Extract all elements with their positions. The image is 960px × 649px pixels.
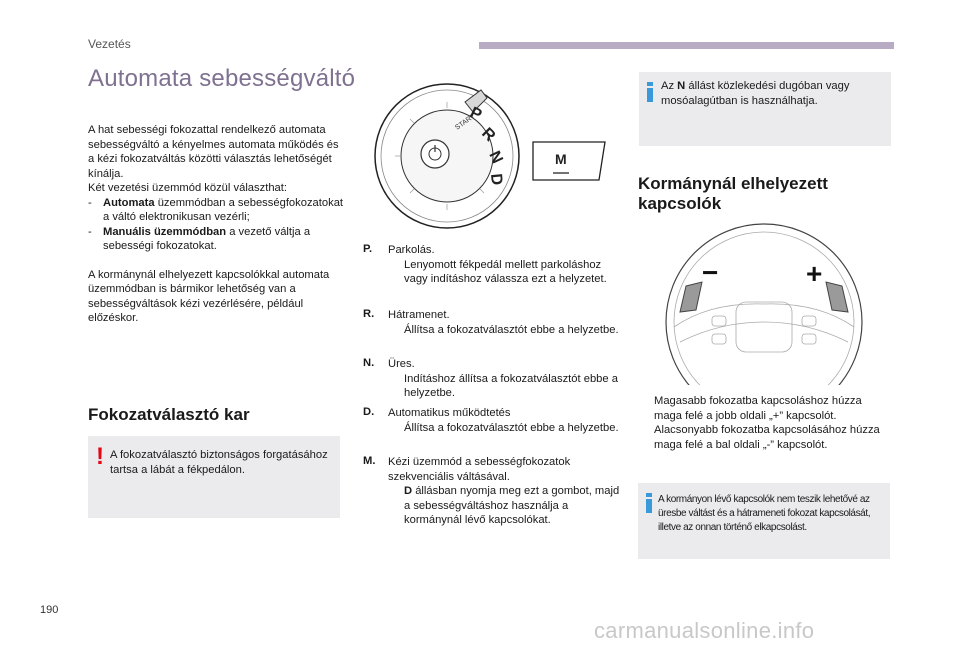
- position-p: [363, 243, 623, 287]
- selector-heading: Fokozatválasztó kar: [88, 405, 250, 424]
- bullet-text: Állítsa a fokozatválasztót ebbe a helyzetbe.: [404, 421, 619, 434]
- plus-label: +: [806, 258, 823, 289]
- position-key: M.: [363, 455, 376, 467]
- steering-bullets: [638, 394, 890, 452]
- warning-box: [88, 436, 340, 518]
- list-item: [388, 421, 623, 436]
- watermark: carmanualsonline.info: [594, 618, 815, 643]
- dial-letter-d: D: [487, 172, 505, 186]
- m-button: [533, 142, 605, 180]
- list-item: [88, 225, 346, 254]
- position-r: [363, 308, 623, 337]
- intro-paragraph-1: A hat sebességi fokozattal rendelkező automata sebességváltó a kényelmes automata működés és a kézi fokozatváltás közötti választás lehetőségét kínálja.: [88, 124, 339, 180]
- list-item-text: üzemmódban a sebességfokozatokat a váltó elektronikusan vezérli;: [103, 196, 344, 223]
- position-key: D.: [363, 406, 375, 418]
- list-item: Alacsonyabb fokozatba kapcsolásához húzza maga felé a bal oldali „-” kapcsolót.: [654, 424, 880, 451]
- list-item: [388, 372, 623, 401]
- intro-text: [88, 123, 346, 326]
- info-box-bottom: [638, 483, 890, 559]
- header-accent-bar: [479, 42, 894, 49]
- position-key: N.: [363, 357, 375, 369]
- position-d: [363, 406, 623, 435]
- page-title: Automata sebességváltó: [88, 65, 356, 92]
- list-item-bold: Automata: [103, 196, 155, 209]
- right-paddle: [826, 282, 848, 312]
- intro-paragraph-3: A kormánynál elhelyezett kapcsolókkal automata üzemmódban is bármikor lehetőség van a sebességváltások kézi vezérlésére, például előzéskor.: [88, 268, 330, 324]
- info-icon: [646, 493, 652, 513]
- gear-selector-illustration: [365, 82, 625, 232]
- list-dash: -: [88, 225, 92, 238]
- position-key: R.: [363, 308, 375, 320]
- position-key: P.: [363, 243, 373, 255]
- dial-letter-r: R: [478, 124, 499, 146]
- section-label: Vezetés: [88, 37, 131, 51]
- list-item-bold: Manuális üzemmódban: [103, 225, 227, 238]
- minus-label: −: [702, 257, 719, 288]
- start-label: START: [454, 113, 477, 132]
- warning-text: A fokozatválasztó biztonságos forgatásához tartsa a lábát a fékpedálon.: [110, 449, 328, 476]
- m-button-label: M: [555, 151, 567, 167]
- position-label: Kézi üzemmód a sebességfokozatok szekvenciális váltásával.: [388, 456, 571, 483]
- bullet-bold: D: [404, 485, 413, 497]
- list-item: [88, 196, 346, 225]
- intro-paragraph-2: Két vezetési üzemmód közül választhat:: [88, 182, 287, 194]
- info-box-top: [639, 72, 891, 146]
- bullet-text: Indításhoz állítsa a fokozatválasztót ebbe a helyzetbe.: [404, 372, 618, 399]
- list-item: [388, 258, 623, 287]
- start-button: [421, 140, 449, 168]
- position-label: Automatikus működtetés: [388, 407, 511, 419]
- position-m: [363, 455, 623, 528]
- position-label: Hátramenet.: [388, 309, 450, 321]
- dial-letter-n: N: [485, 148, 506, 167]
- list-item: [388, 484, 623, 528]
- info-text: A kormányon lévő kapcsolók nem teszik lehetővé az üresbe váltást és a hátrameneti fokozat kapcsolását, illetve az onnan történő elkapcsolást.: [658, 494, 871, 533]
- bullet-text: Állítsa a fokozatválasztót ebbe a helyzetbe.: [404, 323, 619, 336]
- list-item: [388, 323, 623, 338]
- list-item-text: a vezető váltja a sebességi fokozatokat.: [103, 225, 311, 252]
- bullet-text: állásban nyomja meg ezt a gombot, majd a sebességváltáshoz használja a kormánynál lévő kapcsolókat.: [404, 485, 620, 526]
- position-label: Üres.: [388, 358, 415, 370]
- warning-icon: !: [96, 443, 104, 470]
- info-text: Az N állást közlekedési dugóban vagy mosóalagútban is használhatja.: [661, 80, 850, 107]
- position-label: Parkolás.: [388, 244, 435, 256]
- info-icon: [647, 82, 653, 102]
- dial-letter-p: P: [467, 104, 485, 125]
- position-n: [363, 357, 623, 401]
- bullet-text: Lenyomott fékpedál mellett parkoláshoz vagy indításhoz válassza ezt a helyzetet.: [404, 258, 607, 285]
- list-dash: -: [88, 196, 92, 209]
- left-paddle: [680, 282, 702, 312]
- steering-heading: Kormánynál elhelyezett kapcsolók: [638, 174, 828, 213]
- page-number: 190: [40, 604, 59, 616]
- steering-wheel-illustration: [650, 222, 878, 385]
- list-item: Magasabb fokozatba kapcsoláshoz húzza maga felé a jobb oldali „+” kapcsolót.: [654, 395, 862, 422]
